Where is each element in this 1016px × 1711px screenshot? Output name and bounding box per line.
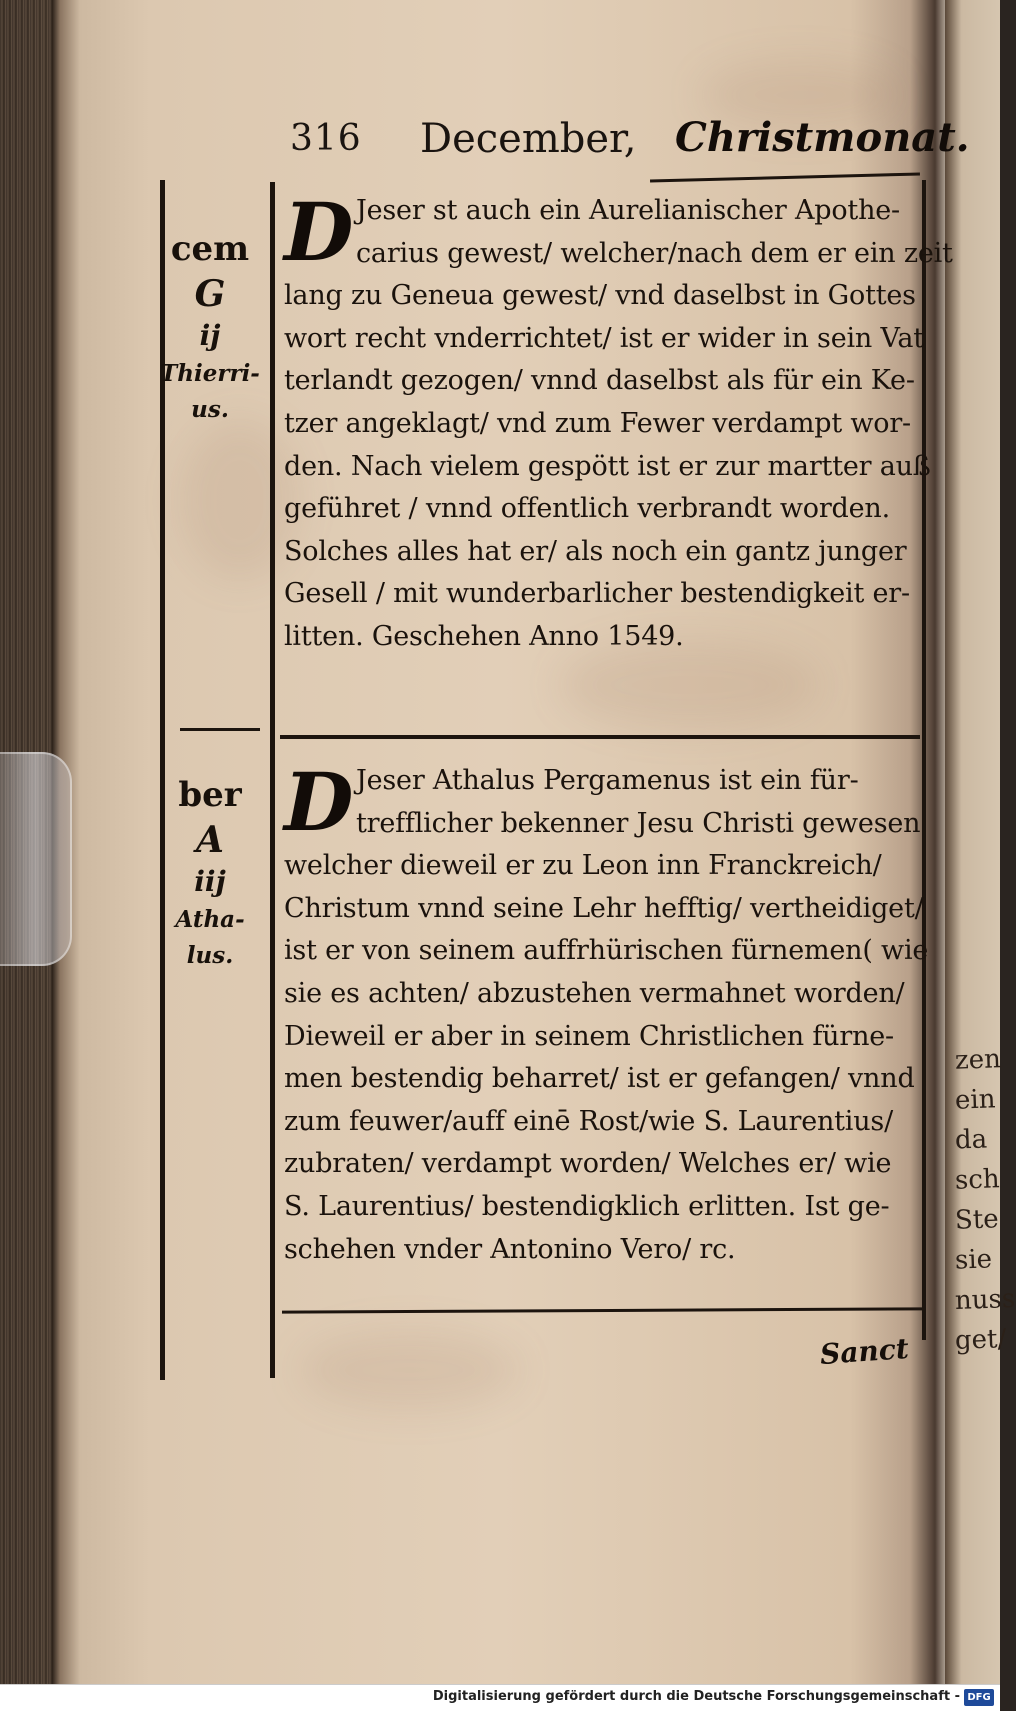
running-header (280, 108, 970, 168)
text-line: Jeser st auch ein Aurelianischer Apothe- (356, 195, 900, 226)
text-line: welcher dieweil er zu Leon inn Franckreich/ (284, 850, 882, 882)
facing-page-edge (945, 0, 1000, 1710)
text-line: men bestendig beharret/ ist er gefangen/ vnnd (284, 1063, 915, 1095)
dfg-logo: DFG (964, 1689, 994, 1706)
margin-note-thierrius: cem G ij Thierri- us. (160, 229, 260, 423)
catchword: Sanct (818, 1331, 910, 1372)
text-line: Christum vnnd seine Lehr hefftig/ vertheidiget/ (284, 892, 924, 924)
digitization-footer (0, 1684, 1000, 1711)
text-line: schehen vnder Antonino Vero/ rc. (284, 1233, 736, 1265)
funding-note: Digitalisierung gefördert durch die Deutsche Forschungsgemeinschaft - (432, 1689, 960, 1704)
month-german: Christmonat. (675, 114, 970, 161)
facing-page-fragment: get/ (954, 1324, 1007, 1356)
margin-divider (180, 728, 260, 731)
entry-athalus (284, 755, 929, 1271)
text-line: litten. Geschehen Anno 1549. (284, 620, 684, 652)
margin-note-athalus: ber A iij Atha- lus. (175, 775, 245, 969)
text-line: den. Nach vielem gespött ist er zur martter auß (284, 450, 931, 482)
facing-page-fragment: Ste (954, 1204, 1000, 1236)
text-line: wort recht vnderrichtet/ ist er wider in sein Vat (284, 322, 924, 354)
decorated-initial: D (284, 755, 354, 849)
page-number: 316 (290, 118, 362, 159)
text-line: geführet / vnnd offentlich verbrandt worden. (284, 493, 890, 525)
text-line: tzer angeklagt/ vnd zum Fewer verdampt wor- (284, 407, 911, 439)
facing-page-fragment: da (954, 1124, 988, 1156)
frame-rule-middle (270, 182, 275, 1378)
entry-divider (280, 735, 920, 739)
decorated-initial: D (284, 185, 354, 279)
facing-page-fragment: nuss (954, 1283, 1016, 1317)
entry-thierrius (284, 185, 953, 659)
facing-page-fragment: ein (954, 1084, 996, 1116)
text-line: sie es achten/ abzustehen vermahnet worden/ (284, 977, 905, 1009)
entry-bottom-rule (282, 1307, 922, 1313)
facing-page-fragment: zen (954, 1044, 1002, 1076)
facing-page-fragment: sch (954, 1164, 1001, 1196)
text-line: terlandt gezogen/ vnnd daselbst als für ein Ke- (284, 365, 915, 397)
month-latin: December, (420, 116, 637, 162)
page-clip (0, 752, 72, 966)
text-line: Jeser Athalus Pergamenus ist ein für- (356, 765, 859, 796)
facing-page-fragment: sie (954, 1244, 993, 1276)
text-line: S. Laurentius/ bestendigklich erlitten. Ist ge- (284, 1190, 890, 1222)
text-line: Solches alles hat er/ als noch ein gantz junger (284, 535, 907, 567)
frame-rule-top (650, 172, 920, 182)
text-line: Dieweil er aber in seinem Christlichen fürne- (284, 1020, 894, 1052)
text-line: trefflicher bekenner Jesu Christi gewesen (356, 807, 921, 839)
text-line: zubraten/ verdampt worden/ Welches er/ wie (284, 1148, 892, 1180)
text-line: Gesell / mit wunderbarlicher bestendigkeit er- (284, 578, 910, 610)
text-line: carius gewest/ welcher/nach dem er ein zeit (356, 237, 953, 269)
text-line: zum feuwer/auff einē Rost/wie S. Laurentius/ (284, 1105, 893, 1137)
text-line: ist er von seinem auffrhürischen fürnemen( wie (284, 935, 929, 967)
text-line: lang zu Geneua gewest/ vnd daselbst in Gottes (284, 280, 916, 312)
